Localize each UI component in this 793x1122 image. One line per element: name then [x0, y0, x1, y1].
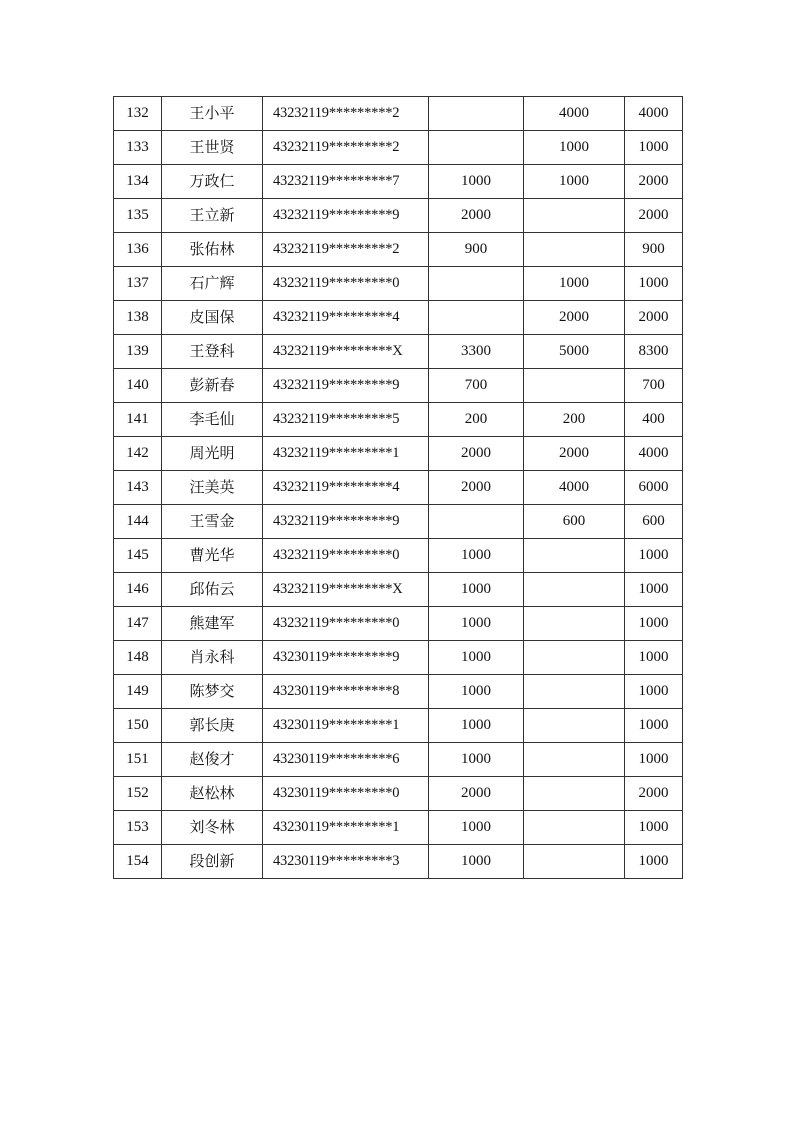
row-number-cell: 149	[114, 675, 162, 709]
table-row	[114, 403, 683, 437]
amount-a-cell: 1000	[429, 641, 524, 675]
row-number-cell: 147	[114, 607, 162, 641]
amount-a-cell: 2000	[429, 471, 524, 505]
amount-a-cell: 1000	[429, 845, 524, 879]
amount-b-cell	[524, 743, 625, 777]
table-row	[114, 233, 683, 267]
amount-a-cell: 1000	[429, 743, 524, 777]
total-cell: 1000	[625, 131, 683, 165]
row-number-cell: 151	[114, 743, 162, 777]
row-number-cell: 141	[114, 403, 162, 437]
id-number-cell: 43232119*********X	[263, 573, 429, 607]
id-number-cell: 43230119*********3	[263, 845, 429, 879]
row-number-cell: 137	[114, 267, 162, 301]
amount-b-cell	[524, 573, 625, 607]
table-row	[114, 471, 683, 505]
name-cell: 王立新	[162, 199, 263, 233]
total-cell: 1000	[625, 845, 683, 879]
amount-b-cell	[524, 233, 625, 267]
amount-b-cell	[524, 777, 625, 811]
amount-b-cell: 200	[524, 403, 625, 437]
row-number-cell: 133	[114, 131, 162, 165]
amount-a-cell: 1000	[429, 165, 524, 199]
amount-b-cell: 2000	[524, 437, 625, 471]
table-row	[114, 675, 683, 709]
amount-b-cell: 1000	[524, 165, 625, 199]
table-row	[114, 335, 683, 369]
name-cell: 陈梦交	[162, 675, 263, 709]
table-row	[114, 267, 683, 301]
amount-a-cell: 2000	[429, 777, 524, 811]
amount-a-cell: 1000	[429, 811, 524, 845]
name-cell: 彭新春	[162, 369, 263, 403]
id-number-cell: 43232119*********X	[263, 335, 429, 369]
id-number-cell: 43232119*********9	[263, 199, 429, 233]
amount-a-cell: 700	[429, 369, 524, 403]
total-cell: 1000	[625, 607, 683, 641]
amount-a-cell	[429, 97, 524, 131]
row-number-cell: 146	[114, 573, 162, 607]
total-cell: 2000	[625, 165, 683, 199]
amount-b-cell	[524, 607, 625, 641]
table-row	[114, 641, 683, 675]
name-cell: 赵俊才	[162, 743, 263, 777]
id-number-cell: 43230119*********8	[263, 675, 429, 709]
row-number-cell: 134	[114, 165, 162, 199]
name-cell: 段创新	[162, 845, 263, 879]
amount-b-cell	[524, 369, 625, 403]
id-number-cell: 43232119*********0	[263, 607, 429, 641]
name-cell: 张佑林	[162, 233, 263, 267]
id-number-cell: 43232119*********4	[263, 471, 429, 505]
id-number-cell: 43232119*********2	[263, 97, 429, 131]
id-number-cell: 43232119*********9	[263, 505, 429, 539]
name-cell: 皮国保	[162, 301, 263, 335]
total-cell: 1000	[625, 539, 683, 573]
table-row	[114, 539, 683, 573]
id-number-cell: 43232119*********5	[263, 403, 429, 437]
total-cell: 700	[625, 369, 683, 403]
row-number-cell: 145	[114, 539, 162, 573]
total-cell: 4000	[625, 437, 683, 471]
name-cell: 王世贤	[162, 131, 263, 165]
name-cell: 刘冬林	[162, 811, 263, 845]
amount-a-cell: 1000	[429, 539, 524, 573]
id-number-cell: 43230119*********1	[263, 811, 429, 845]
name-cell: 汪美英	[162, 471, 263, 505]
amount-a-cell: 3300	[429, 335, 524, 369]
id-number-cell: 43232119*********2	[263, 233, 429, 267]
row-number-cell: 150	[114, 709, 162, 743]
amount-a-cell: 900	[429, 233, 524, 267]
name-cell: 郭长庚	[162, 709, 263, 743]
total-cell: 1000	[625, 267, 683, 301]
amount-b-cell	[524, 709, 625, 743]
total-cell: 400	[625, 403, 683, 437]
id-number-cell: 43230119*********0	[263, 777, 429, 811]
amount-b-cell: 4000	[524, 97, 625, 131]
row-number-cell: 143	[114, 471, 162, 505]
roster-table	[113, 96, 683, 879]
name-cell: 周光明	[162, 437, 263, 471]
table-row	[114, 369, 683, 403]
id-number-cell: 43230119*********9	[263, 641, 429, 675]
total-cell: 1000	[625, 811, 683, 845]
row-number-cell: 136	[114, 233, 162, 267]
amount-b-cell: 600	[524, 505, 625, 539]
row-number-cell: 132	[114, 97, 162, 131]
amount-b-cell	[524, 641, 625, 675]
total-cell: 1000	[625, 573, 683, 607]
id-number-cell: 43232119*********7	[263, 165, 429, 199]
amount-a-cell	[429, 267, 524, 301]
table-row	[114, 743, 683, 777]
total-cell: 900	[625, 233, 683, 267]
table-row	[114, 165, 683, 199]
table-row	[114, 573, 683, 607]
name-cell: 赵松林	[162, 777, 263, 811]
row-number-cell: 142	[114, 437, 162, 471]
total-cell: 600	[625, 505, 683, 539]
amount-b-cell: 5000	[524, 335, 625, 369]
amount-b-cell	[524, 675, 625, 709]
amount-a-cell: 1000	[429, 675, 524, 709]
amount-b-cell: 1000	[524, 131, 625, 165]
table-row	[114, 607, 683, 641]
id-number-cell: 43230119*********6	[263, 743, 429, 777]
total-cell: 1000	[625, 743, 683, 777]
amount-a-cell: 200	[429, 403, 524, 437]
amount-b-cell	[524, 845, 625, 879]
name-cell: 石广辉	[162, 267, 263, 301]
amount-a-cell	[429, 505, 524, 539]
row-number-cell: 154	[114, 845, 162, 879]
table-row	[114, 505, 683, 539]
table-row	[114, 709, 683, 743]
id-number-cell: 43232119*********1	[263, 437, 429, 471]
row-number-cell: 152	[114, 777, 162, 811]
name-cell: 曹光华	[162, 539, 263, 573]
row-number-cell: 138	[114, 301, 162, 335]
total-cell: 1000	[625, 641, 683, 675]
total-cell: 2000	[625, 199, 683, 233]
table-row	[114, 97, 683, 131]
id-number-cell: 43232119*********9	[263, 369, 429, 403]
table-row	[114, 845, 683, 879]
roster-table-body	[114, 97, 683, 879]
amount-b-cell	[524, 199, 625, 233]
amount-b-cell: 4000	[524, 471, 625, 505]
row-number-cell: 140	[114, 369, 162, 403]
table-row	[114, 301, 683, 335]
total-cell: 2000	[625, 777, 683, 811]
total-cell: 6000	[625, 471, 683, 505]
amount-a-cell: 2000	[429, 199, 524, 233]
amount-a-cell: 1000	[429, 573, 524, 607]
row-number-cell: 144	[114, 505, 162, 539]
name-cell: 肖永科	[162, 641, 263, 675]
name-cell: 王小平	[162, 97, 263, 131]
name-cell: 李毛仙	[162, 403, 263, 437]
amount-a-cell: 1000	[429, 709, 524, 743]
table-row	[114, 811, 683, 845]
name-cell: 王雪金	[162, 505, 263, 539]
amount-a-cell	[429, 301, 524, 335]
total-cell: 8300	[625, 335, 683, 369]
table-row	[114, 437, 683, 471]
amount-a-cell: 2000	[429, 437, 524, 471]
table-row	[114, 777, 683, 811]
id-number-cell: 43232119*********4	[263, 301, 429, 335]
total-cell: 4000	[625, 97, 683, 131]
total-cell: 2000	[625, 301, 683, 335]
row-number-cell: 135	[114, 199, 162, 233]
id-number-cell: 43230119*********1	[263, 709, 429, 743]
name-cell: 王登科	[162, 335, 263, 369]
name-cell: 万政仁	[162, 165, 263, 199]
id-number-cell: 43232119*********0	[263, 267, 429, 301]
row-number-cell: 153	[114, 811, 162, 845]
id-number-cell: 43232119*********2	[263, 131, 429, 165]
row-number-cell: 139	[114, 335, 162, 369]
amount-a-cell: 1000	[429, 607, 524, 641]
amount-a-cell	[429, 131, 524, 165]
name-cell: 邱佑云	[162, 573, 263, 607]
total-cell: 1000	[625, 709, 683, 743]
amount-b-cell	[524, 539, 625, 573]
id-number-cell: 43232119*********0	[263, 539, 429, 573]
amount-b-cell: 1000	[524, 267, 625, 301]
amount-b-cell	[524, 811, 625, 845]
table-row	[114, 199, 683, 233]
amount-b-cell: 2000	[524, 301, 625, 335]
row-number-cell: 148	[114, 641, 162, 675]
table-row	[114, 131, 683, 165]
name-cell: 熊建军	[162, 607, 263, 641]
total-cell: 1000	[625, 675, 683, 709]
